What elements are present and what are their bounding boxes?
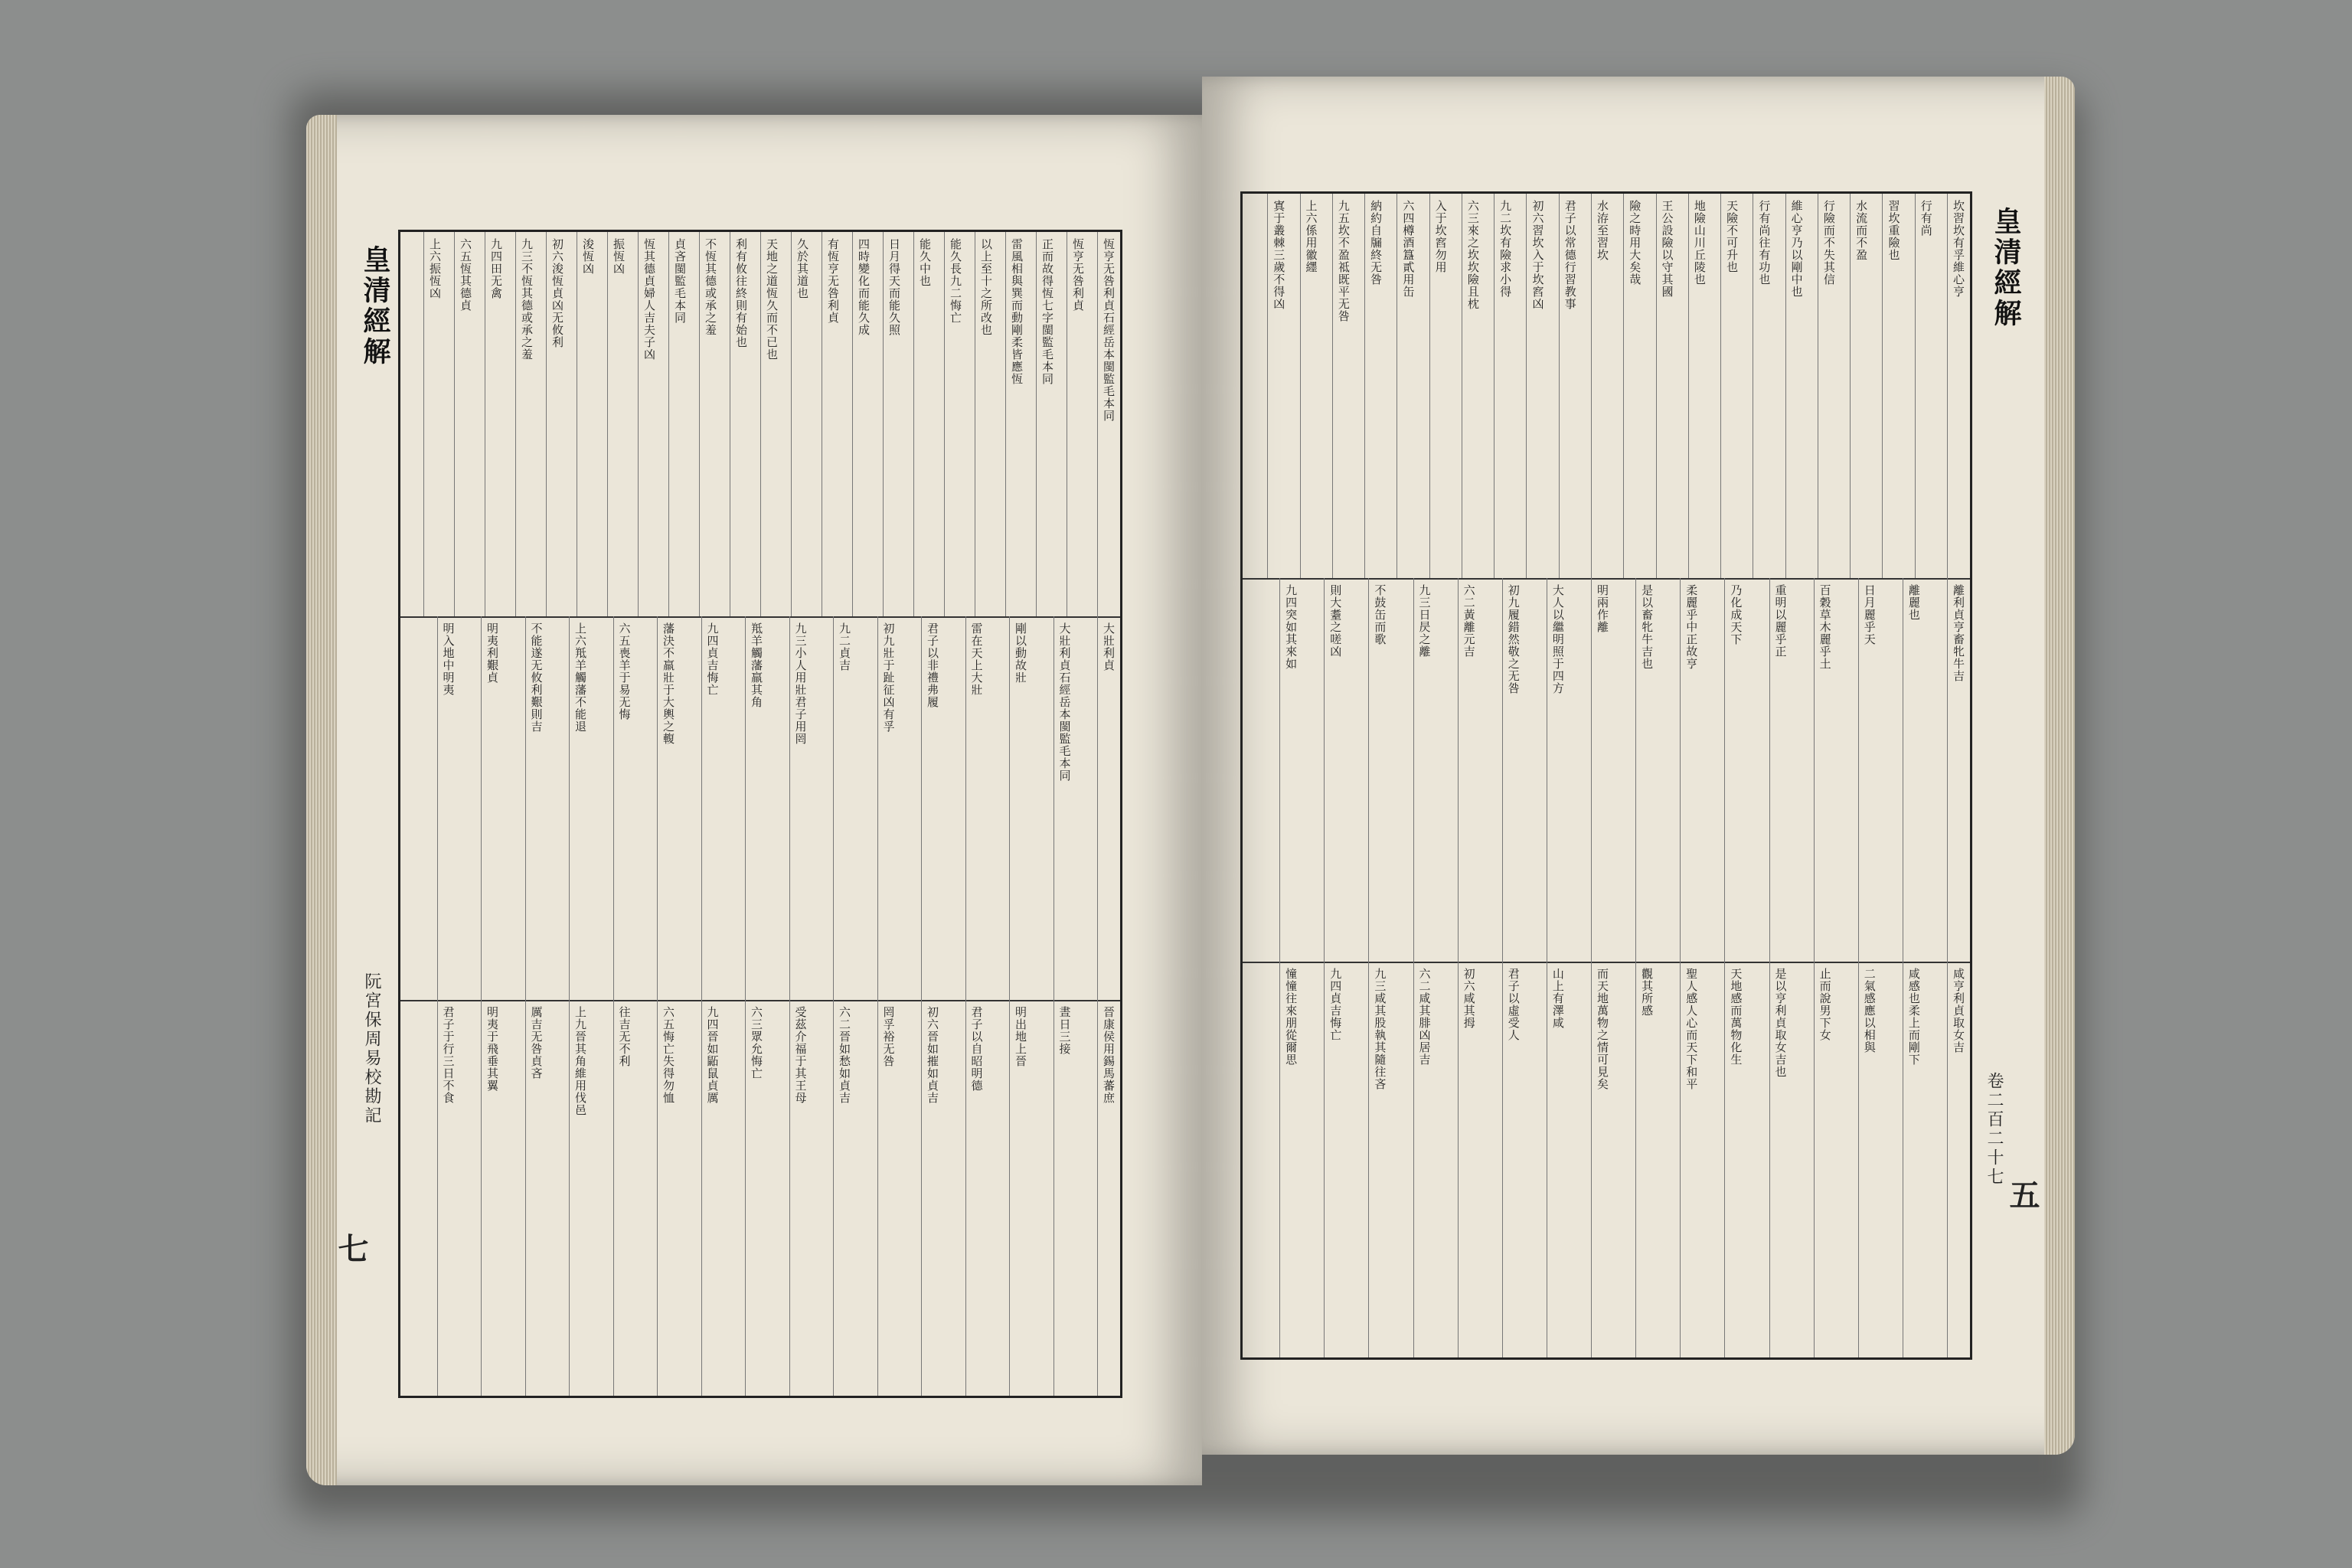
text-column: 受茲介福于其王母 xyxy=(793,1006,808,1105)
text-column: 行有尚 xyxy=(1919,200,1933,237)
text-column: 君子以自昭明德 xyxy=(969,1006,984,1093)
text-column: 行有尚往有功也 xyxy=(1757,200,1772,286)
text-column: 九二坎有險求小得 xyxy=(1498,200,1513,298)
left-colophon: 阮宮保周易校勘記 xyxy=(362,972,381,1125)
column-rule xyxy=(1769,962,1770,1357)
column-rule xyxy=(437,616,438,1001)
text-column: 上六係用徽纆 xyxy=(1304,200,1318,273)
text-column: 憧憧往來朋從爾思 xyxy=(1284,968,1298,1067)
text-column: 九四晉如鼫鼠貞厲 xyxy=(705,1006,720,1105)
text-column: 不能遂无攸利艱則吉 xyxy=(529,622,544,733)
column-rule xyxy=(1680,962,1681,1357)
text-column: 上六羝羊觸藩不能退 xyxy=(573,622,587,733)
text-column: 不恆其德或承之羞 xyxy=(704,238,717,336)
text-column: 而天地萬物之情可見矣 xyxy=(1596,968,1609,1091)
text-column: 六二黃離元吉 xyxy=(1462,583,1476,658)
text-column: 聖人感人心而天下和平 xyxy=(1684,968,1699,1091)
column-rule xyxy=(852,232,853,616)
text-column: 天險不可升也 xyxy=(1725,200,1740,273)
column-rule xyxy=(921,616,922,1001)
text-column: 維心亨乃以剛中也 xyxy=(1789,200,1804,298)
column-rule xyxy=(1724,578,1725,962)
text-column: 日月麗乎天 xyxy=(1862,583,1877,645)
text-column: 六三來之坎坎險且枕 xyxy=(1465,200,1480,310)
text-column: 山上有澤咸 xyxy=(1550,968,1565,1030)
text-column: 九三不恆其德或承之羞 xyxy=(520,238,534,361)
column-rule xyxy=(1324,578,1325,962)
column-rule xyxy=(921,1000,922,1396)
column-rule xyxy=(1947,194,1948,578)
column-rule xyxy=(657,616,658,1001)
column-rule xyxy=(1332,194,1333,578)
text-column: 地險山川丘陵也 xyxy=(1692,200,1707,286)
text-column: 貞吝閩監毛本同 xyxy=(673,238,687,324)
column-rule xyxy=(1267,194,1268,578)
text-column: 九三咸其股執其隨往吝 xyxy=(1373,968,1387,1091)
text-column: 上九晉其角維用伐邑 xyxy=(573,1006,587,1117)
text-column: 振恆凶 xyxy=(612,238,626,275)
text-column: 大壯利貞石經岳本閩監毛本同 xyxy=(1057,622,1072,782)
column-rule xyxy=(833,1000,834,1396)
column-rule xyxy=(607,232,608,616)
column-rule xyxy=(913,232,914,616)
column-rule xyxy=(1368,962,1369,1357)
left-running-title: 皇清經解 xyxy=(359,245,391,368)
text-column: 明出地上晉 xyxy=(1014,1006,1027,1068)
text-column: 咸感也柔上而剛下 xyxy=(1906,968,1921,1067)
text-column: 久於其道也 xyxy=(795,238,809,299)
text-column: 九二貞吉 xyxy=(838,622,851,671)
column-rule xyxy=(1413,962,1414,1357)
text-column: 二氣感應以相與 xyxy=(1862,968,1877,1054)
column-rule xyxy=(1413,578,1414,962)
text-column: 明兩作離 xyxy=(1596,583,1609,633)
text-column: 險之時用大矣哉 xyxy=(1628,200,1642,286)
text-column: 恆亨无咎利貞石經岳本閩監毛本同 xyxy=(1102,238,1116,422)
text-column: 藩決不羸壯于大輿之輹 xyxy=(662,622,675,745)
column-rule xyxy=(1882,194,1883,578)
column-rule xyxy=(1458,578,1459,962)
column-rule xyxy=(1005,232,1006,616)
column-rule xyxy=(877,1000,878,1396)
column-rule xyxy=(1097,1000,1098,1396)
text-column: 君子以虛受人 xyxy=(1506,968,1521,1042)
column-rule xyxy=(1850,194,1851,578)
column-rule xyxy=(1724,962,1725,1357)
right-divider-1 xyxy=(1243,578,1970,580)
column-rule xyxy=(1635,578,1636,962)
text-column: 君子以非禮弗履 xyxy=(926,622,939,708)
column-rule xyxy=(481,1000,482,1396)
text-column: 恆亨无咎利貞 xyxy=(1071,238,1085,312)
text-column: 恆其德貞婦人吉夫子凶 xyxy=(642,238,656,361)
right-running-title: 皇清經解 xyxy=(1990,207,2022,329)
text-column: 六二晉如愁如貞吉 xyxy=(838,1006,851,1105)
text-column: 九三小人用壯君子用罔 xyxy=(793,622,808,745)
column-rule xyxy=(1097,616,1098,1001)
text-column: 九五坎不盈祗既平无咎 xyxy=(1336,200,1351,322)
text-column: 有恆亨无咎利貞 xyxy=(826,238,840,324)
right-folio: 五 xyxy=(2004,1179,2040,1210)
column-rule xyxy=(1656,194,1657,578)
column-rule xyxy=(437,1000,438,1396)
column-rule xyxy=(699,232,700,616)
column-rule xyxy=(791,232,792,616)
text-column: 初六浚恆貞凶无攸利 xyxy=(550,238,564,348)
text-column: 初九壯于趾征凶有孚 xyxy=(881,622,896,733)
text-column: 王公設險以守其國 xyxy=(1660,200,1674,298)
text-column: 初六晉如摧如貞吉 xyxy=(926,1006,939,1105)
text-column: 大人以繼明照于四方 xyxy=(1550,583,1565,694)
left-page xyxy=(306,115,1202,1485)
column-rule xyxy=(525,1000,526,1396)
text-column: 明夷于飛垂其翼 xyxy=(485,1006,499,1093)
column-rule xyxy=(525,616,526,1001)
right-text-block xyxy=(1240,191,1972,1360)
text-column: 離利貞亨畜牝牛吉 xyxy=(1952,583,1965,682)
text-column: 不鼓缶而歌 xyxy=(1373,583,1387,645)
text-column: 雷在天上大壯 xyxy=(969,622,984,696)
text-column: 厲吉无咎貞吝 xyxy=(529,1006,544,1080)
text-column: 正而故得恆七字閩監毛本同 xyxy=(1040,238,1054,385)
column-rule xyxy=(745,616,746,1001)
text-column: 重明以麗乎正 xyxy=(1773,583,1788,658)
text-column: 則大耋之嗟凶 xyxy=(1328,583,1343,658)
text-column: 水洊至習坎 xyxy=(1596,200,1609,261)
column-rule xyxy=(1458,962,1459,1357)
text-column: 明夷利艱貞 xyxy=(485,622,499,684)
column-rule xyxy=(701,1000,702,1396)
column-rule xyxy=(1785,194,1786,578)
text-column: 九四田无禽 xyxy=(489,238,503,299)
column-rule xyxy=(1915,194,1916,578)
left-divider-2 xyxy=(400,1000,1120,1001)
column-rule xyxy=(1009,616,1010,1001)
column-rule xyxy=(454,232,455,616)
text-column: 君子以常德行習教事 xyxy=(1563,200,1577,310)
column-rule xyxy=(515,232,516,616)
text-column: 四時變化而能久成 xyxy=(857,238,871,336)
text-column: 能久長九二悔亡 xyxy=(949,238,962,324)
column-rule xyxy=(1635,962,1636,1357)
left-text-block xyxy=(398,230,1122,1398)
text-column: 雷風相與巽而動剛柔皆應恆 xyxy=(1010,238,1024,385)
column-rule xyxy=(760,232,761,616)
column-rule xyxy=(944,232,945,616)
column-rule xyxy=(1559,194,1560,578)
column-rule xyxy=(546,232,547,616)
text-column: 上六振恆凶 xyxy=(428,238,442,299)
column-rule xyxy=(1858,962,1859,1357)
text-column: 百穀草木麗乎土 xyxy=(1818,583,1832,670)
text-column: 九四突如其來如 xyxy=(1284,583,1298,670)
column-rule xyxy=(1009,1000,1010,1396)
text-column: 咸亨利貞取女吉 xyxy=(1952,968,1965,1054)
text-column: 浚恆凶 xyxy=(581,238,595,275)
text-column: 水流而不盈 xyxy=(1854,200,1869,261)
text-column: 六三眾允悔亡 xyxy=(750,1006,763,1080)
column-rule xyxy=(1279,962,1280,1357)
text-column: 晉康侯用錫馬蕃庶 xyxy=(1102,1006,1116,1105)
column-rule xyxy=(1324,962,1325,1357)
column-rule xyxy=(613,1000,614,1396)
text-column: 晝日三接 xyxy=(1057,1006,1072,1056)
column-rule xyxy=(1097,232,1098,616)
column-rule xyxy=(1858,578,1859,962)
text-column: 初六咸其拇 xyxy=(1462,968,1476,1030)
text-column: 日月得天而能久照 xyxy=(887,238,901,336)
column-rule xyxy=(701,616,702,1001)
column-rule xyxy=(883,232,884,616)
text-column: 君子于行三日不食 xyxy=(441,1006,456,1105)
text-column: 六五悔亡失得勿恤 xyxy=(662,1006,675,1105)
column-rule xyxy=(638,232,639,616)
column-rule xyxy=(789,616,790,1001)
page-edge-left xyxy=(306,115,337,1485)
text-column: 初九履錯然敬之无咎 xyxy=(1506,583,1521,694)
column-rule xyxy=(1688,194,1689,578)
text-column: 離麗也 xyxy=(1906,583,1921,621)
column-rule xyxy=(423,232,424,616)
text-column: 入于坎窞勿用 xyxy=(1433,200,1448,273)
text-column: 初六習坎入于坎窞凶 xyxy=(1530,200,1545,310)
text-column: 九三日昃之離 xyxy=(1417,583,1432,658)
text-column: 以上至十之所改也 xyxy=(979,238,993,336)
text-column: 九四貞吉悔亡 xyxy=(1328,968,1343,1042)
text-column: 利有攸往終則有始也 xyxy=(734,238,748,348)
column-rule xyxy=(1036,232,1037,616)
column-rule xyxy=(1502,578,1503,962)
column-rule xyxy=(965,1000,966,1396)
text-column: 納約自牖終无咎 xyxy=(1369,200,1383,286)
text-column: 羝羊觸藩羸其角 xyxy=(750,622,763,708)
column-rule xyxy=(965,616,966,1001)
column-rule xyxy=(1429,194,1430,578)
column-rule xyxy=(1680,578,1681,962)
column-rule xyxy=(1591,962,1592,1357)
column-rule xyxy=(1814,578,1815,962)
column-rule xyxy=(789,1000,790,1396)
column-rule xyxy=(1526,194,1527,578)
text-column: 行險而不失其信 xyxy=(1821,200,1836,286)
column-rule xyxy=(668,232,669,616)
column-rule xyxy=(745,1000,746,1396)
column-rule xyxy=(1364,194,1365,578)
text-column: 能久中也 xyxy=(918,238,932,287)
right-volume: 卷二百二十七 xyxy=(1984,1072,2004,1187)
column-rule xyxy=(1623,194,1624,578)
text-column: 天地之道恆久而不已也 xyxy=(765,238,779,361)
column-rule xyxy=(657,1000,658,1396)
column-rule xyxy=(1591,578,1592,962)
text-column: 是以畜牝牛吉也 xyxy=(1640,583,1655,670)
column-rule xyxy=(1502,962,1503,1357)
right-page xyxy=(1202,77,2075,1455)
text-column: 大壯利貞 xyxy=(1102,622,1116,671)
column-rule xyxy=(1769,578,1770,962)
left-divider-1 xyxy=(400,616,1120,618)
column-rule xyxy=(1279,578,1280,962)
column-rule xyxy=(569,616,570,1001)
column-rule xyxy=(1947,962,1948,1357)
column-rule xyxy=(877,616,878,1001)
text-column: 明入地中明夷 xyxy=(441,622,456,696)
column-rule xyxy=(1396,194,1397,578)
column-rule xyxy=(1300,194,1301,578)
left-folio: 七 xyxy=(333,1233,369,1263)
column-rule xyxy=(613,616,614,1001)
column-rule xyxy=(1368,578,1369,962)
page-edge-right xyxy=(2044,77,2075,1455)
text-column: 柔麗乎中正故亨 xyxy=(1684,583,1699,670)
text-column: 寘于叢棘三歲不得凶 xyxy=(1272,200,1286,310)
text-column: 九四貞吉悔亡 xyxy=(705,622,720,696)
text-column: 天地感而萬物化生 xyxy=(1729,968,1743,1067)
column-rule xyxy=(1591,194,1592,578)
text-column: 坎習坎有孚維心亨 xyxy=(1952,200,1965,298)
right-divider-2 xyxy=(1243,962,1970,963)
text-column: 剛以動故壯 xyxy=(1014,622,1027,684)
column-rule xyxy=(1947,578,1948,962)
text-column: 觀其所感 xyxy=(1640,968,1655,1018)
text-column: 是以亨利貞取女吉也 xyxy=(1773,968,1788,1079)
text-column: 止而說男下女 xyxy=(1818,968,1832,1042)
column-rule xyxy=(1720,194,1721,578)
column-rule xyxy=(569,1000,570,1396)
column-rule xyxy=(1814,962,1815,1357)
text-column: 乃化成天下 xyxy=(1729,583,1743,645)
text-column: 六五恆其德貞 xyxy=(459,238,472,312)
text-column: 習坎重險也 xyxy=(1886,200,1901,261)
text-column: 六四樽酒簋貳用缶 xyxy=(1401,200,1416,298)
text-column: 往吉无不利 xyxy=(617,1006,632,1068)
column-rule xyxy=(481,616,482,1001)
text-column: 六五喪羊于易无悔 xyxy=(617,622,632,720)
text-column: 罔孚裕无咎 xyxy=(881,1006,896,1068)
text-column: 六二咸其腓凶居吉 xyxy=(1417,968,1432,1067)
column-rule xyxy=(833,616,834,1001)
